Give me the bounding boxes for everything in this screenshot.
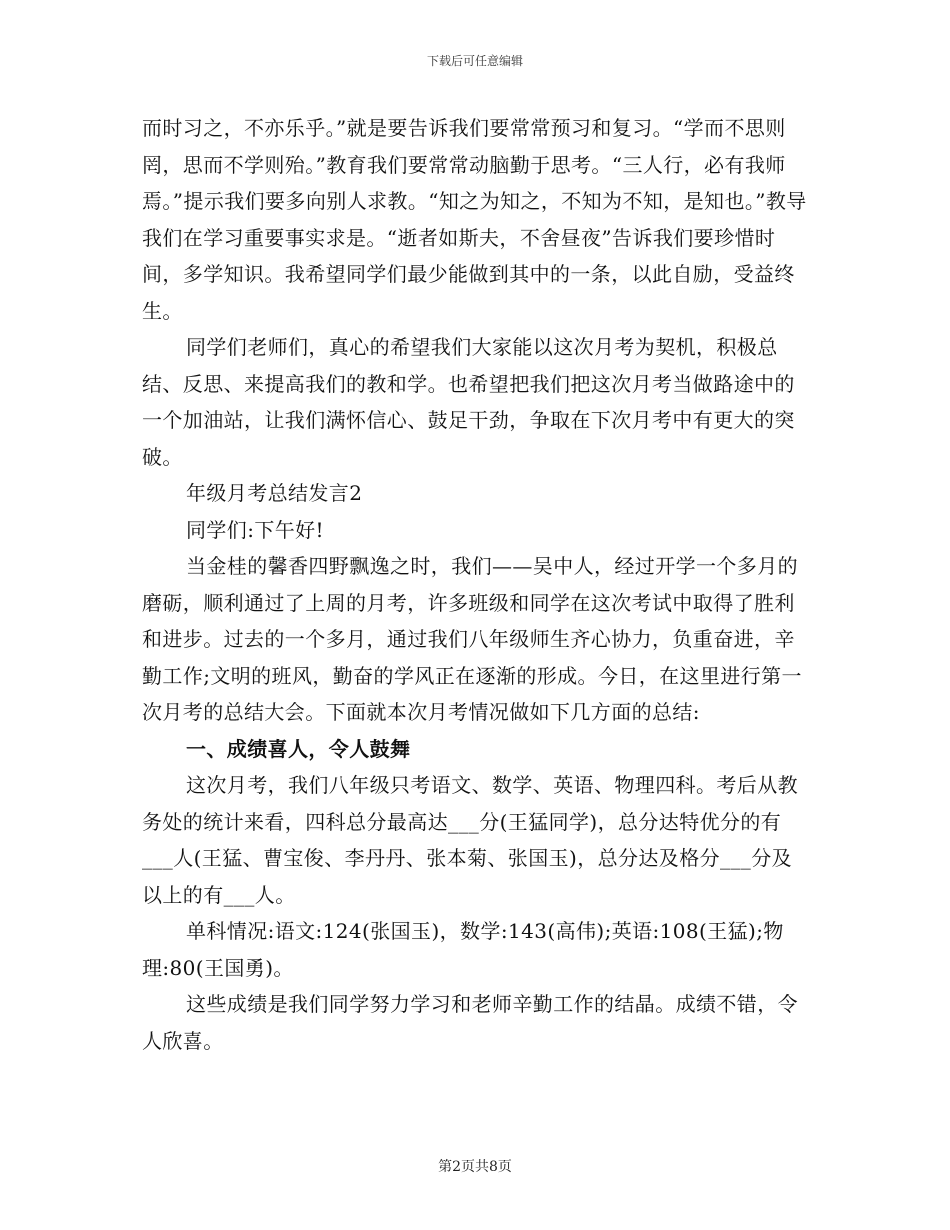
section-title: 年级月考总结发言2 [186,481,363,505]
heading-1: 一、成绩喜人，令人鼓舞 [186,736,411,761]
page-header: 下载后可任意编辑 [426,54,523,68]
paragraph-6: 这些成绩是我们同学努力学习和老师辛勤工作的结晶。成绩不错，令人欣喜。 [142,992,798,1053]
paragraph-5: 单科情况:语文:124(张国玉)，数学:143(高伟);英语:108(王猛);物理:80(王国勇)。 [142,919,784,980]
paragraph-1: 而时习之，不亦乐乎。”就是要告诉我们要常常预习和复习。“学而不思则罔，思而不学则殆。”教育我们要常常动脑勤于思考。“三人行，必有我师焉。”提示我们要多向别人求教。“知之为知之，不知为不知，是知也。”教导我们在学习重要事实求是。“逝者如斯夫，不舍昼夜”告诉我们要珍惜时间，多学知识。我希望同学们最少能做到其中的一条，以此自励，受益终生。 [142,116,807,323]
paragraph-3: 当金桂的馨香四野飘逸之时，我们——吴中人，经过开学一个多月的磨砺，顺利通过了上周的月考，许多班级和同学在这次考试中取得了胜利和进步。过去的一个多月，通过我们八年级师生齐心协力，负重奋进，辛勤工作;文明的班风，勤奋的学风正在逐渐的形成。今日，在这里进行第一次月考的总结大会。下面就本次月考情况做如下几方面的总结: [142,554,802,724]
page-footer: 第2页共8页 [438,1159,512,1175]
paragraph-4: 这次月考，我们八年级只考语文、数学、英语、物理四科。考后从教务处的统计来看，四科总分最高达___分(王猛同学)，总分达特优分的有___人(王猛、曹宝俊、李丹丹、张本菊、张国玉)，总分达及格分___分及以上的有___人。 [142,773,798,907]
document-body [142,110,812,1059]
paragraph-2: 同学们老师们，真心的希望我们大家能以这次月考为契机，积极总结、反思、来提高我们的教和学。也希望把我们把这次月考当做路途中的一个加油站，让我们满怀信心、鼓足干劲，争取在下次月考中有更大的突破。 [142,335,795,469]
greeting: 同学们:下午好! [186,517,324,542]
